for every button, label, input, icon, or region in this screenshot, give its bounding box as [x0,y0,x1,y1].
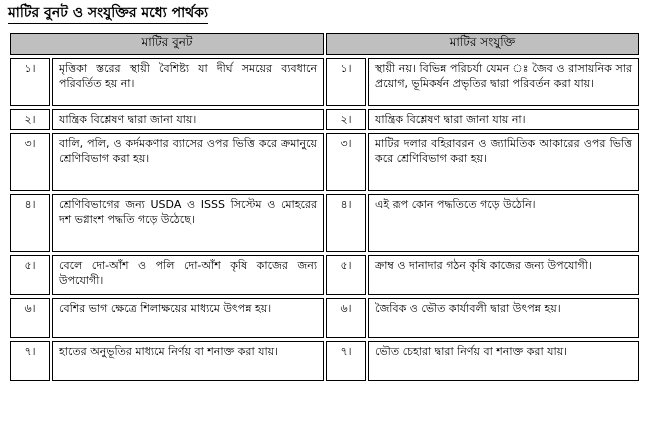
row-number: ৪। [326,194,366,252]
header-soil-structure: মাটির সংযুক্তি [326,33,639,55]
row-number: ৭। [10,341,50,381]
row-number: ৪। [10,194,50,252]
texture-cell: মৃত্তিকা স্তরের স্থায়ী বৈশিষ্ট্য যা দীর্ঘ সময়ের ব্যবধানে পরিবর্তিত হয় না। [52,58,324,106]
table-row [10,298,639,338]
structure-cell: ক্রাম্ব ও দানাদার গঠন কৃষি কাজের জন্য উপযোগী। [368,255,639,295]
table-row [10,109,639,130]
structure-cell: এই রূপ কোন পদ্ধতিতে গড়ে উঠেনি। [368,194,639,252]
table-row [10,341,639,381]
comparison-table [8,30,641,384]
texture-cell: বেশির ভাগ ক্ষেত্রে শিলাক্ষয়ের মাধ্যমে উৎপন্ন হয়। [52,298,324,338]
row-number: ২। [10,109,50,130]
header-soil-texture: মাটির বুনট [10,33,324,55]
row-number: ৬। [326,298,366,338]
texture-cell: বেলে দো-আঁশ ও পলি দো-আঁশ কৃষি কাজের জন্য উপযোগী। [52,255,324,295]
row-number: ১। [326,58,366,106]
table-row [10,133,639,191]
row-number: ১। [10,58,50,106]
row-number: ৫। [10,255,50,295]
structure-cell: স্থায়ী নয়। বিভিন্ন পরিচর্যা যেমন ঃ জৈব ও রাসায়নিক সার প্রয়োগ, ভূমিকর্ষন প্রভৃতির দ্বারা পরিবর্তন করা যায়। [368,58,639,106]
table-row [10,58,639,106]
table-row [10,194,639,252]
structure-cell: যান্ত্রিক বিশ্লেষণ দ্বারা জানা যায় না। [368,109,639,130]
structure-cell: ভৌত চেহারা দ্বারা নির্ণয় বা শনাক্ত করা যায়। [368,341,639,381]
page-title: মাটির বুনট ও সংযুক্তির মধ্যে পার্থক্য [8,4,208,24]
structure-cell: মাটির দলার বহিরাবরন ও জ্যামিতিক আকারের ওপর ভিত্তি করে শ্রেণিবিভাগ করা হয়। [368,133,639,191]
row-number: ৩। [10,133,50,191]
texture-cell: যান্ত্রিক বিশ্লেষণ দ্বারা জানা যায়। [52,109,324,130]
row-number: ৭। [326,341,366,381]
table-row [10,255,639,295]
row-number: ২। [326,109,366,130]
row-number: ৫। [326,255,366,295]
texture-cell: হাতের অনুভূতির মাধ্যমে নির্ণয় বা শনাক্ত করা যায়। [52,341,324,381]
structure-cell: জৈবিক ও ভৌত কার্যাবলী দ্বারা উৎপন্ন হয়। [368,298,639,338]
row-number: ৬। [10,298,50,338]
texture-cell: বালি, পলি, ও কর্দমকণার ব্যাসের ওপর ভিত্তি করে ক্রমানুয়ে শ্রেণিবিভাগ করা হয়। [52,133,324,191]
header-row [10,33,639,55]
texture-cell: শ্রেণিবিভাগের জন্য USDA ও ISSS সিস্টেম ও মোহরের দশ ভগ্নাংশ পদ্ধতি গড়ে উঠেছে। [52,194,324,252]
row-number: ৩। [326,133,366,191]
